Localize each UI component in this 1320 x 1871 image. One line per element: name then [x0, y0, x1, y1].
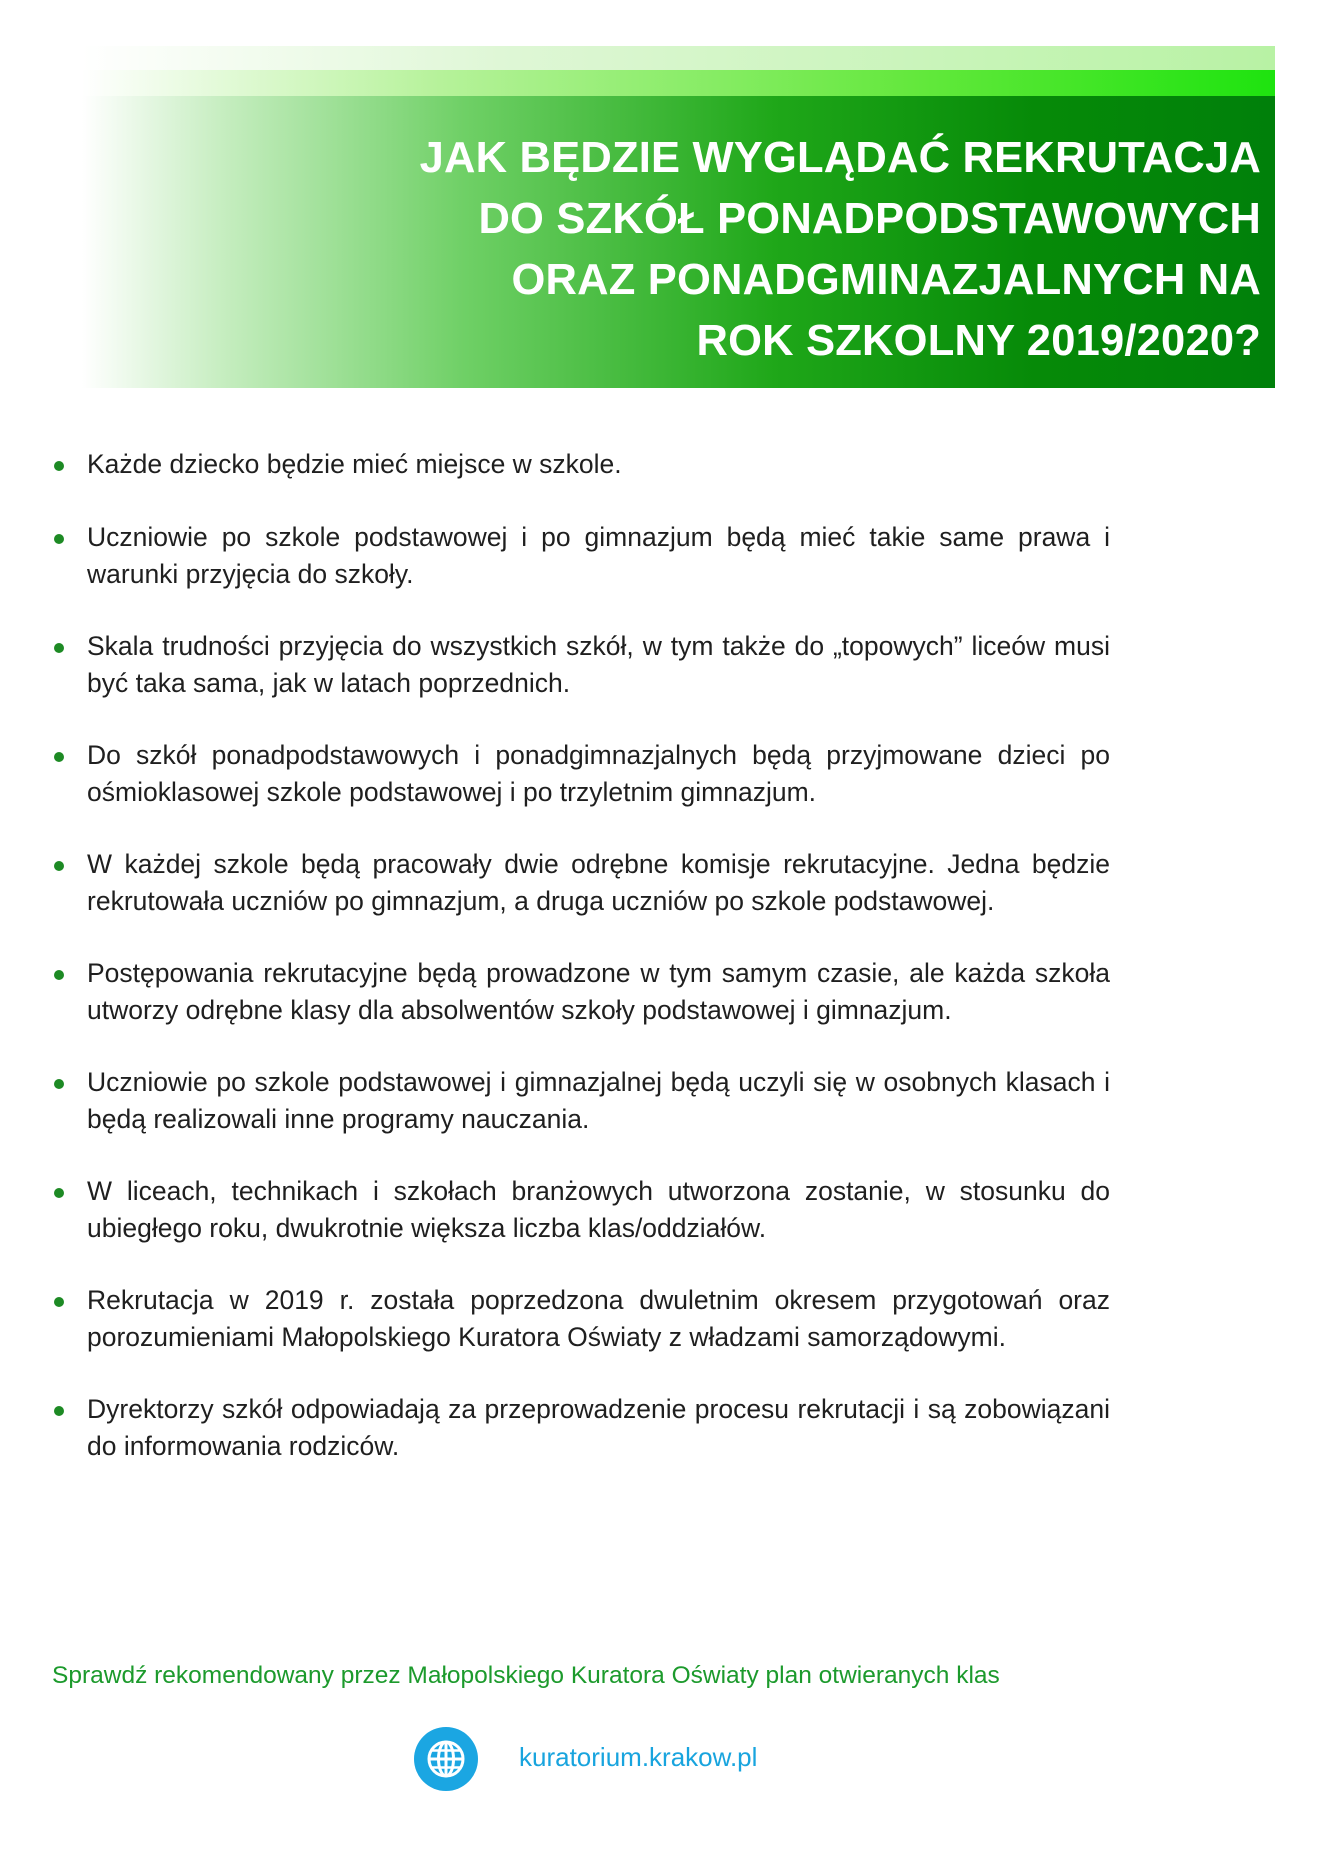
- list-item-text: Każde dziecko będzie mieć miejsce w szkole.: [87, 449, 622, 479]
- bullet-dot-icon: [54, 643, 64, 653]
- list-item: [52, 446, 1110, 484]
- bullet-dot-icon: [54, 461, 64, 471]
- bullet-dot-icon: [54, 1297, 64, 1307]
- title-line: ROK SZKOLNY 2019/2020?: [696, 317, 1261, 365]
- list-item-text: Rekrutacja w 2019 r. została poprzedzona dwuletnim okresem przygotowań oraz porozumieniami Małopolskiego Kuratora Oświaty z władzami samorządowymi.: [87, 1284, 1110, 1352]
- bullet-dot-icon: [54, 534, 64, 544]
- list-item-text: Uczniowie po szkole podstawowej i po gimnazjum będą mieć takie same prawa i warunki przyjęcia do szkoły.: [87, 521, 1110, 589]
- bullet-dot-icon: [54, 1079, 64, 1089]
- page-title: [261, 128, 1261, 372]
- list-item: [52, 737, 1110, 812]
- bullet-dot-icon: [54, 1188, 64, 1198]
- bullet-dot-icon: [54, 1406, 64, 1416]
- list-item-text: Dyrektorzy szkół odpowiadają za przeprowadzenie procesu rekrutacji i są zobowiązani do informowania rodziców.: [87, 1393, 1110, 1461]
- bullet-list: [52, 446, 1110, 1466]
- list-item-text: W liceach, technikach i szkołach branżowych utworzona zostanie, w stosunku do ubiegłego roku, dwukrotnie większa liczba klas/oddziałów.: [87, 1175, 1110, 1243]
- list-item: [52, 955, 1110, 1030]
- list-item-text: Skala trudności przyjęcia do wszystkich szkół, w tym także do „topowych” liceów musi być taka sama, jak w latach poprzednich.: [87, 630, 1110, 698]
- list-item-text: Postępowania rekrutacyjne będą prowadzone w tym samym czasie, ale każda szkoła utworzy odrębne klasy dla absolwentów szkoły podstawowej i gimnazjum.: [87, 957, 1110, 1025]
- footer-note: Sprawdź rekomendowany przez Małopolskiego Kuratora Oświaty plan otwieranych klas: [52, 1662, 1000, 1689]
- list-item: [52, 628, 1110, 703]
- list-item: [52, 1173, 1110, 1248]
- header-mid-strip: [82, 70, 1275, 96]
- list-item: [52, 519, 1110, 594]
- website-link[interactable]: kuratorium.krakow.pl: [519, 1742, 758, 1772]
- list-item: [52, 1282, 1110, 1357]
- list-item-text: Uczniowie po szkole podstawowej i gimnazjalnej będą uczyli się w osobnych klasach i będą realizowali inne programy nauczania.: [87, 1066, 1110, 1134]
- header-banner: [82, 46, 1275, 388]
- header-top-strip: [82, 46, 1275, 70]
- globe-icon-svg: [413, 1726, 479, 1792]
- bullet-dot-icon: [54, 970, 64, 980]
- title-line: ORAZ PONADGMINAZJALNYCH NA: [511, 256, 1261, 304]
- list-item: [52, 846, 1110, 921]
- list-item-text: Do szkół ponadpodstawowych i ponadgimnazjalnych będą przyjmowane dzieci po ośmioklasowej szkole podstawowej i po trzyletnim gimnazjum.: [87, 739, 1110, 807]
- bullet-dot-icon: [54, 752, 64, 762]
- list-item-text: W każdej szkole będą pracowały dwie odrębne komisje rekrutacyjne. Jedna będzie rekrutowała uczniów po gimnazjum, a druga uczniów po szkole podstawowej.: [87, 848, 1110, 916]
- list-item: [52, 1391, 1110, 1466]
- globe-icon: [413, 1726, 479, 1792]
- title-line: DO SZKÓŁ PONADPODSTAWOWYCH: [478, 195, 1261, 243]
- bullet-dot-icon: [54, 861, 64, 871]
- list-item: [52, 1064, 1110, 1139]
- title-line: JAK BĘDZIE WYGLĄDAĆ REKRUTACJA: [419, 134, 1261, 182]
